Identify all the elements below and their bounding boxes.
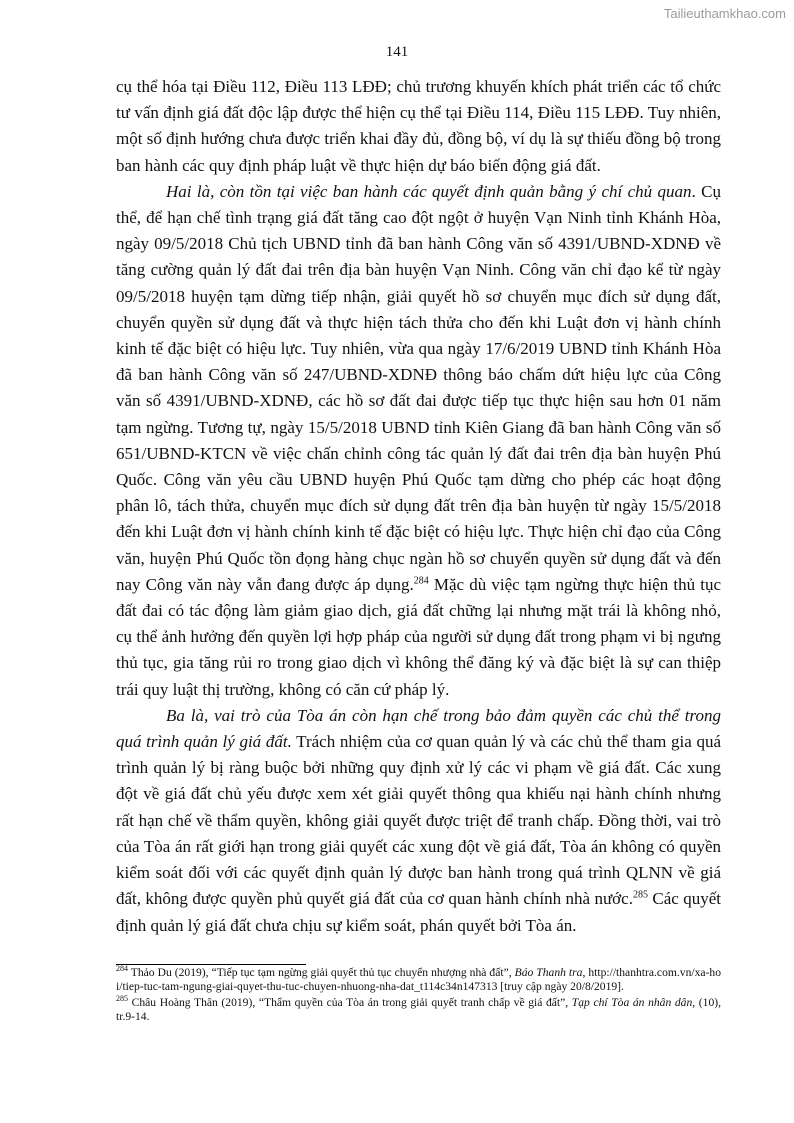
footnote-284 bbox=[116, 966, 721, 995]
footnote-number: 285 bbox=[116, 993, 128, 1003]
paragraph-3 bbox=[116, 703, 721, 939]
paragraph-3-lead: Ba là, vai trò của Tòa án còn hạn chế trong bảo đảm quyền các chủ thể trong quá trình quản lý giá đất. bbox=[116, 705, 721, 752]
paragraph-2-body-b: Mặc dù việc tạm ngừng thực hiện thủ tục đất đai có tác động làm giảm giao dịch, giá đất chững lại nhưng mặt trái là không nhỏ, cụ thể ảnh hưởng đến quyền lợi hợp pháp của người sử dụng đất trong phạm vi bị ngưng thủ tục, gia tăng rủi ro trong giao dịch vì không thể đăng ký và đặc biệt là sự can thiệp trái quy luật thị trường, không có căn cứ pháp lý. bbox=[116, 574, 721, 699]
paragraph-1: cụ thể hóa tại Điều 112, Điều 113 LĐĐ; chủ trương khuyến khích phát triển các tổ chức tư vấn định giá đất độc lập được thể hiện cụ thể tại Điều 114, Điều 115 LĐĐ. Tuy nhiên, một số định hướng chưa được triển khai đầy đủ, đồng bộ, ví dụ là sự thiếu đồng bộ trong ban hành các quy định pháp luật về thực hiện dự báo biến động giá đất. bbox=[116, 77, 721, 175]
footnote-source: Tạp chí Tòa án nhân dân bbox=[571, 995, 693, 1009]
footnote-285 bbox=[116, 993, 722, 1025]
footnote-divider bbox=[116, 964, 306, 965]
footnote-text-tail: , (10), tr.9-14. bbox=[116, 995, 722, 1024]
page-number: 141 bbox=[385, 44, 409, 60]
watermark: Tailieuthamkhao.com bbox=[663, 6, 786, 21]
paragraph-3-body-a: Trách nhiệm của cơ quan quản lý và các chủ thể tham gia quá trình quản lý bị ràng buộc bởi những quy định xử lý các vi phạm về giá đất. Các xung đột về giá đất chủ yếu được xem xét giải quyết thông qua khiếu nại hành chính nhưng rất hạn chế về thẩm quyền, không giải quyết được triệt để tranh chấp. Đồng thời, vai trò của Tòa án rất giới hạn trong giải quyết các xung đột về giá đất, Tòa án không có quyền kiểm soát đối với các quyết định quản lý được ban hành trong quá trình QLNN về giá đất, không được quyền phủ quyết giá đất của cơ quan hành chính nhà nước. bbox=[116, 732, 722, 909]
paragraph-2-body-a: . Cụ thể, để hạn chế tình trạng giá đất tăng cao đột ngột ở huyện Vạn Ninh tỉnh Khánh Hòa, ngày 09/5/2018 Chủ tịch UBND tỉnh đã ban hành Công văn số 4391/UBND-XDNĐ về tăng cường quản lý đất đai trên địa bàn huyện Vạn Ninh. Công văn chỉ đạo kể từ ngày 09/5/2018 huyện tạm dừng tiếp nhận, giải quyết hồ sơ chuyển mục đích sử dụng đất, chuyển quyền sử dụng đất và thực hiện tách thửa cho đến khi Luật đơn vị hành chính kinh tế đặc biệt có hiệu lực. Tuy nhiên, vừa qua ngày 17/6/2019 UBND tỉnh Khánh Hòa đã ban hành Công văn số 247/UBND-XDNĐ thông báo chấm dứt hiệu lực của Công văn số 4391/UBND-XDNĐ, các hồ sơ đất đai được tiếp tục thực hiện sau hơn 01 năm tạm ngừng. Tương tự, ngày 15/5/2018 UBND tỉnh Kiên Giang đã ban hành Công văn số 651/UBND-KTCN về việc chấn chỉnh công tác quản lý đất đai trên địa bàn huyện Phú Quốc. Công văn yêu cầu UBND huyện Phú Quốc tạm dừng cho phép các hoạt động phân lô, tách thửa, chuyển mục đích sử dụng đất trên địa bàn huyện từ ngày 15/5/2018 đến khi Luật đơn vị hành chính kinh tế đặc biệt có hiệu lực. Thực hiện chỉ đạo của Công văn, huyện Phú Quốc tồn đọng hàng chục ngàn hồ sơ chuyển quyền sử dụng đất và đến nay Công văn này vẫn đang được áp dụng. bbox=[116, 181, 721, 594]
footnote-text-tail: , http://thanhtra.com.vn/xa-hoi/tiep-tuc-tam-ngung-giai-quyet-thu-tuc-chuyen-nhuong-nha-dat_t114c34n147313 [truy cập ngày 20/8/2019]. bbox=[116, 966, 721, 994]
footnote-text: Châu Hoàng Thân (2019), “Thẩm quyền của Tòa án trong giải quyết tranh chấp về giá đất”, bbox=[128, 995, 572, 1009]
footnote-number: 284 bbox=[116, 964, 128, 974]
footnote-ref-284[interactable]: 284 bbox=[413, 575, 429, 587]
footnote-text: Thảo Du (2019), “Tiếp tục tạm ngừng giải quyết thủ tục chuyển nhượng nhà đất”, bbox=[128, 966, 515, 979]
body-text bbox=[116, 74, 721, 939]
footnote-source: Báo Thanh tra bbox=[514, 966, 583, 979]
paragraph-2-lead: Hai là, còn tồn tại việc ban hành các quyết định quản bằng ý chí chủ quan bbox=[166, 181, 692, 201]
paragraph-3-body-b: Các quyết định quản lý giá đất chưa chịu sự kiểm soát, phán quyết bởi Tòa án. bbox=[116, 889, 721, 935]
footnotes bbox=[116, 966, 721, 1026]
footnote-ref-285[interactable]: 285 bbox=[632, 889, 648, 901]
paragraph-2 bbox=[116, 179, 721, 703]
